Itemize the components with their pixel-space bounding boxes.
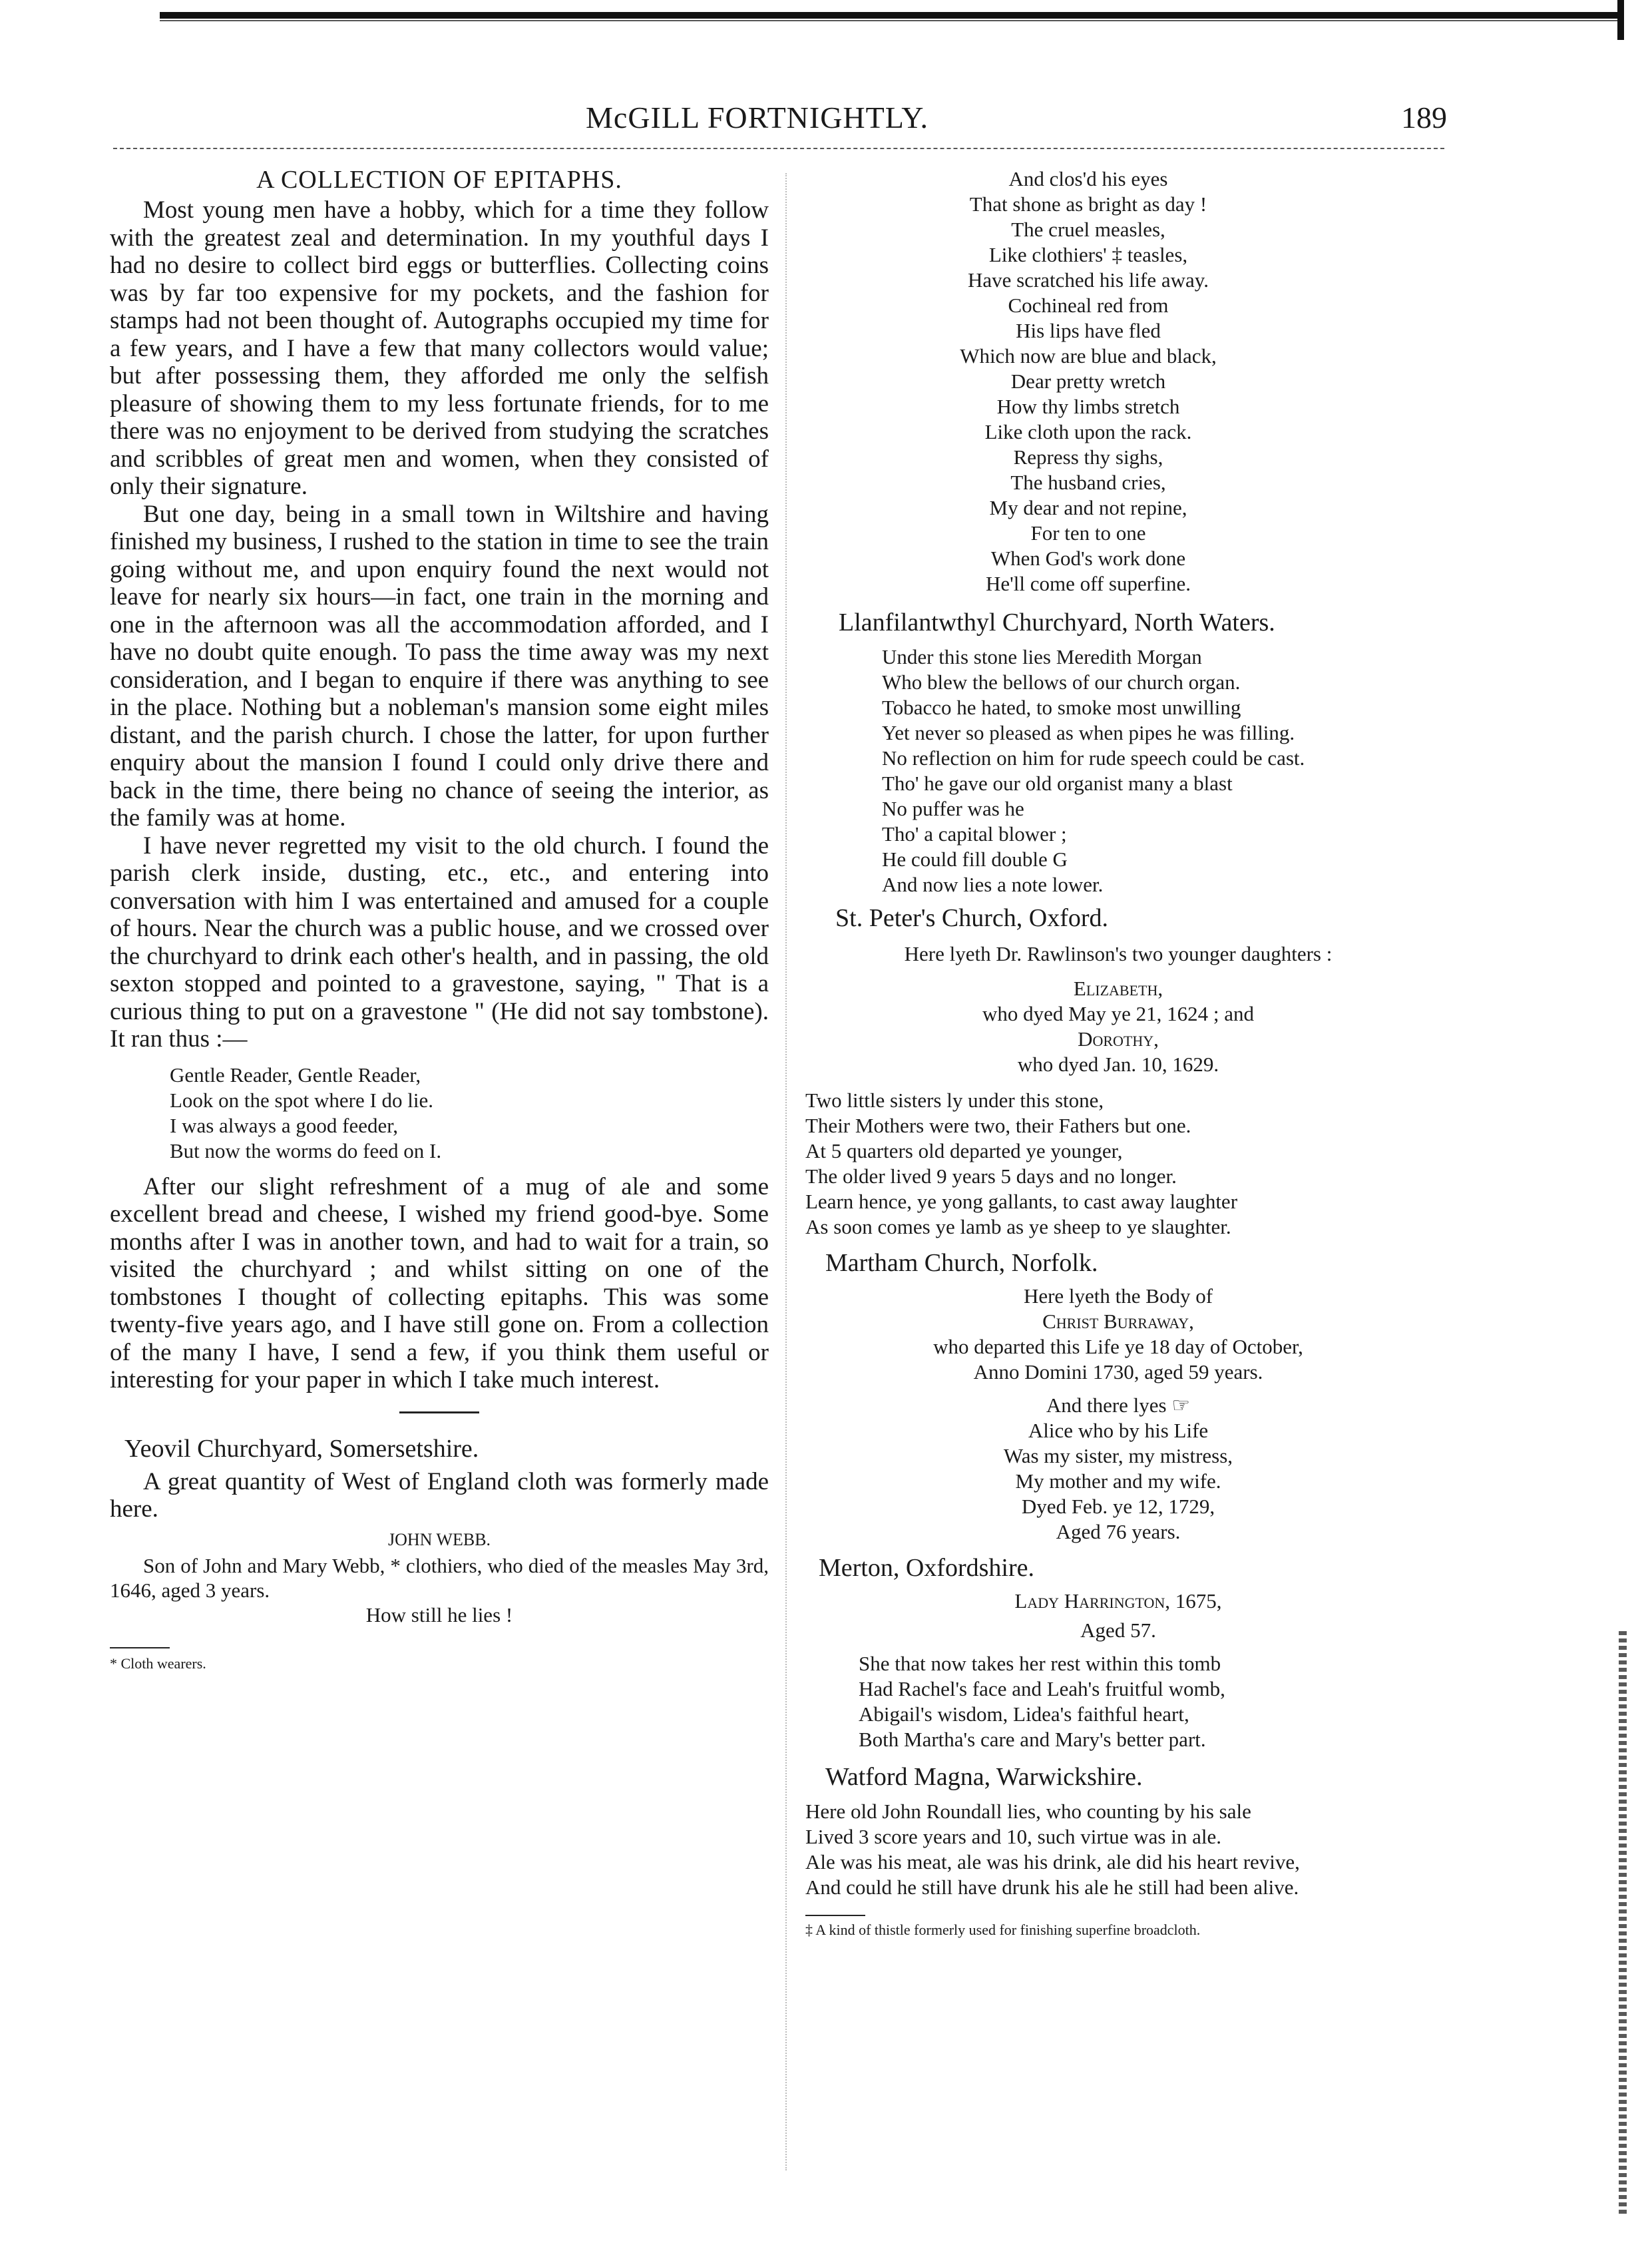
verse-line: And could he still have drunk his ale he still had been alive.	[805, 1875, 1299, 1899]
verse-line: When God's work done	[990, 547, 1186, 570]
verse-line: How thy limbs stretch	[996, 395, 1180, 418]
verse-line: My dear and not repine,	[989, 496, 1187, 519]
verse-line: Who blew the bellows of our church organ.	[882, 670, 1241, 694]
left-column	[110, 166, 769, 1674]
verse-line: Both Martha's care and Mary's better part.	[859, 1728, 1206, 1751]
intro-paragraph: I have never regretted my visit to the old church. I found the parish clerk inside, dusting, etc., etc., and entering into conversation with him I was entertained and amused for a couple of hours. Near the church was a public house, and we crossed over the churchyard to drink each other's health, and in passing, the old sexton stopped and pointed to a gravestone, saying, " That is a curious thing to put on a gravestone " (He did not say tombstone). It ran thus :—	[110, 832, 769, 1053]
right-column	[805, 166, 1431, 1940]
merton-verse	[859, 1651, 1431, 1752]
epitaph-name: JOHN WEBB.	[387, 1529, 491, 1549]
page-edge-speckle	[1619, 1631, 1627, 2217]
header-rule	[113, 148, 1444, 149]
intro-paragraph: But one day, being in a small town in Wiltshire and having finished my business, I rushed to the station in time to see the train going without me, and upon enquiry found the next would not leave for nearly six hours—in fact, one train in the morning and one in the afternoon was all the accommodation afforded, and I have no doubt quite enough. To pass the time away was my next consideration, and I began to enquire if there was anything to see in the place. Nothing but a nobleman's mansion some eight miles distant, and the parish church. I chose the latter, for upon further enquiry about the mansion I found I could only drive there and back in the time, there being no chance of seeing the interior, as the family was at home.	[110, 500, 769, 832]
gentle-reader-verse	[170, 1063, 769, 1164]
verse-line: Learn hence, ye yong gallants, to cast away laughter	[805, 1190, 1238, 1213]
page-top-rule-thin	[160, 20, 1624, 21]
intro-paragraph: Most young men have a hobby, which for a time they follow with the greatest zeal and determination. In my youthful days I had no desire to collect bird eggs or butterflies. Collecting coins was by far too expensive for my pockets, and the fashion for stamps had not been thought of. Autographs occupied my time for a few years, and I have a few that many collectors would value; but after possessing them, they afforded me only the selfish pleasure of showing them to my less fortunate friends, for to me there was no enjoyment to be derived from studying the scratches and scribbles of great men and women, when they consisted of only their signature.	[110, 196, 769, 500]
verse-line: The cruel measles,	[1011, 218, 1165, 241]
verse-line: My mother and my wife.	[1015, 1469, 1221, 1493]
verse-line: At 5 quarters old departed ye younger,	[805, 1139, 1123, 1162]
page-edge-mark	[1617, 0, 1624, 40]
place-heading-watford: Watford Magna, Warwickshire.	[825, 1763, 1143, 1791]
verse-line: No puffer was he	[882, 797, 1024, 820]
verse-line: Like cloth upon the rack.	[984, 420, 1192, 443]
verse-line: No reflection on him for rude speech could be cast.	[882, 746, 1305, 770]
verse-line: And there lyes ☞	[1046, 1393, 1191, 1417]
section-rule	[399, 1411, 479, 1413]
verse-line: Ale was his meat, ale was his drink, ale did his heart revive,	[805, 1850, 1300, 1873]
inscription-name: Elizabeth,	[1073, 977, 1163, 1000]
verse-line: His lips have fled	[1016, 319, 1161, 342]
verse-line: I was always a good feeder,	[170, 1113, 399, 1137]
article-title: A COLLECTION OF EPITAPHS.	[256, 166, 622, 194]
verse-line: That shone as bright as day !	[969, 192, 1207, 216]
verse-line: The older lived 9 years 5 days and no longer.	[805, 1164, 1177, 1188]
verse-line: Under this stone lies Meredith Morgan	[882, 645, 1202, 668]
footnote-rule	[805, 1915, 865, 1916]
page-number: 189	[1401, 101, 1447, 134]
verse-line: Was my sister, my mistress,	[1003, 1444, 1233, 1467]
epitaph-description: Son of John and Mary Webb, * clothiers, who died of the measles May 3rd, 1646, aged 3 years.	[110, 1553, 769, 1602]
verse-line: Abigail's wisdom, Lidea's faithful heart,	[859, 1702, 1189, 1726]
place-heading-martham: Martham Church, Norfolk.	[825, 1249, 1098, 1277]
inscription-line: who dyed May ye 21, 1624 ; and	[982, 1002, 1255, 1025]
footnote-rule	[110, 1647, 170, 1648]
watford-verse	[805, 1799, 1431, 1900]
verse-line: Yet never so pleased as when pipes he was filling.	[882, 721, 1295, 744]
verse-line: Alice who by his Life	[1028, 1419, 1209, 1442]
verse-line: Dear pretty wretch	[1010, 370, 1166, 393]
verse-line: Tobacco he hated, to smoke most unwilling	[882, 696, 1241, 719]
place-heading-llanfilantwthyl: Llanfilantwthyl Churchyard, North Waters.	[839, 609, 1275, 636]
martham-verse	[805, 1393, 1431, 1545]
verse-line: Cochineal red from	[1008, 294, 1169, 317]
verse-line: Here old John Roundall lies, who counting by his sale	[805, 1800, 1251, 1823]
verse-line: Tho' he gave our old organist many a blast	[882, 772, 1233, 795]
verse-line: Dyed Feb. ye 12, 1729,	[1021, 1495, 1215, 1518]
verse-line: How still he lies !	[365, 1603, 513, 1626]
inscription-line: who departed this Life ye 18 day of October,	[933, 1335, 1303, 1358]
place-heading-yeovil: Yeovil Churchyard, Somersetshire.	[124, 1434, 479, 1463]
verse-line: Aged 76 years.	[1056, 1520, 1181, 1543]
verse-line: He could fill double G	[882, 848, 1068, 871]
inscription-line: Anno Domini 1730, aged 59 years.	[973, 1360, 1263, 1383]
column-divider	[785, 173, 787, 2170]
journal-title: McGILL FORTNIGHTLY.	[586, 101, 929, 134]
footnote: ‡ A kind of thistle formerly used for finishing superfine broadcloth.	[805, 1921, 1201, 1938]
verse-line: Lived 3 score years and 10, such virtue was in ale.	[805, 1825, 1221, 1848]
verse-line: Like clothiers' ‡ teasles,	[988, 243, 1188, 266]
inscription-name: Lady Harrington, 1675,	[1014, 1589, 1222, 1613]
verse-line: The husband cries,	[1010, 471, 1166, 494]
verse-line: Two little sisters ly under this stone,	[805, 1089, 1104, 1112]
inscription-line: Here lyeth Dr. Rawlinson's two younger daughters :	[904, 942, 1333, 965]
verse-line: Have scratched his life away.	[967, 268, 1209, 292]
place-heading-merton: Merton, Oxfordshire.	[819, 1554, 1034, 1582]
verse-line: Look on the spot where I do lie.	[170, 1088, 434, 1112]
verse-line: Tho' a capital blower ;	[882, 822, 1067, 846]
verse-line: Had Rachel's face and Leah's fruitful womb,	[859, 1677, 1225, 1700]
inscription-line: Here lyeth the Body of	[1023, 1284, 1213, 1308]
merton-inscription	[805, 1589, 1431, 1643]
verse-line: He'll come off superfine.	[985, 572, 1191, 595]
verse-line: But now the worms do feed on I.	[170, 1138, 442, 1162]
place-heading-st-peters: St. Peter's Church, Oxford.	[835, 904, 1109, 932]
yeovil-note: A great quantity of West of England cloth was formerly made here.	[110, 1467, 769, 1523]
yeovil-verse	[805, 166, 1371, 597]
verse-line: As soon comes ye lamb as ye sheep to ye slaughter.	[805, 1215, 1231, 1238]
verse-line: And clos'd his eyes	[1008, 167, 1168, 190]
verse-line: Gentle Reader, Gentle Reader,	[170, 1063, 421, 1087]
running-head	[0, 100, 1652, 140]
verse-line: Repress thy sighs,	[1013, 445, 1163, 469]
verse-line: She that now takes her rest within this tomb	[859, 1652, 1221, 1675]
closing-paragraph: After our slight refreshment of a mug of ale and some excellent bread and cheese, I wished my friend good-bye. Some months after I was in another town, and had to wait for a train, so visited the churchyard ; and whilst sitting on one of the tombstones I thought of collecting epitaphs. This was some twenty-five years ago, and I have still gone on. From a collection of the many I have, I send a few, if you think them useful or interesting for your paper in which I take much interest.	[110, 1172, 769, 1393]
inscription-line: who dyed Jan. 10, 1629.	[1017, 1053, 1219, 1076]
martham-inscription	[805, 1284, 1431, 1385]
verse-line: For ten to one	[1030, 521, 1146, 545]
st-peters-verse	[805, 1088, 1431, 1240]
verse-line: Which now are blue and black,	[960, 344, 1217, 368]
page-top-rule	[160, 12, 1624, 19]
st-peters-inscription	[805, 941, 1431, 1077]
llanfilantwthyl-verse	[882, 644, 1431, 897]
inscription-name: Christ Burraway,	[1042, 1310, 1194, 1333]
verse-line: And now lies a note lower.	[882, 873, 1104, 896]
inscription-line: Aged 57.	[1080, 1619, 1156, 1642]
verse-line: Their Mothers were two, their Fathers but one.	[805, 1114, 1191, 1137]
footnote: * Cloth wearers.	[110, 1654, 206, 1672]
inscription-name: Dorothy,	[1078, 1027, 1159, 1051]
